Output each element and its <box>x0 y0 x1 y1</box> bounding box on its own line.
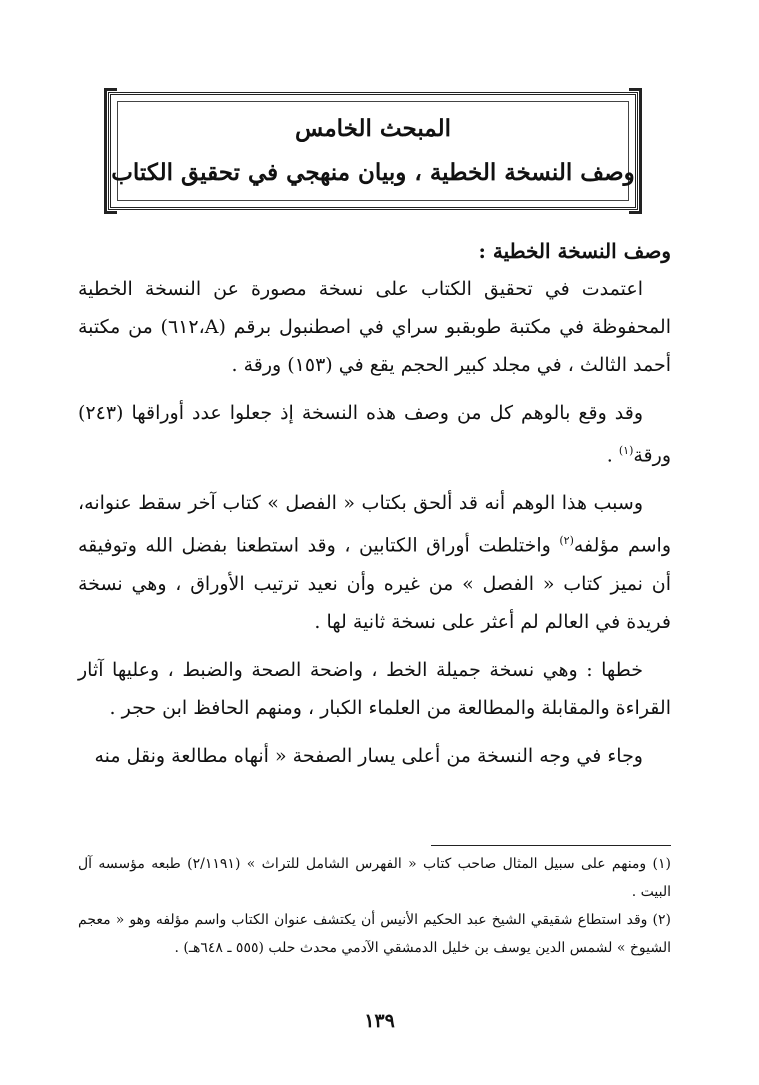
paragraph-5: وجاء في وجه النسخة من أعلى يسار الصفحة « أنهاه مطالعة ونقل منه <box>94 744 643 767</box>
page-number: ١٣٩ <box>364 1010 395 1032</box>
paragraph-2-end: . <box>606 444 619 467</box>
footnotes <box>78 850 671 962</box>
main-text <box>78 232 671 775</box>
paragraph-2-text: وقد وقع بالوهم كل من وصف هذه النسخة إذ جعلوا عدد أوراقها (٢٤٣) ورقة <box>78 402 671 467</box>
footnote-marker-1: (١) <box>618 444 634 457</box>
chapter-title: المبحث الخامس <box>295 115 451 142</box>
section-heading: وصف النسخة الخطية : <box>478 239 671 263</box>
paragraph-1: اعتمدت في تحقيق الكتاب على نسخة مصورة عن النسخة الخطية المحفوظة في مكتبة طوبقبو سراي في اصطنبول برقم (A،٦١٢) من مكتبة أحمد الثالث ، في مجلد كبير الحجم يقع في (١٥٣) ورقة . <box>78 278 671 376</box>
footnote-separator <box>431 845 671 846</box>
paragraph-2 <box>78 394 671 474</box>
footnote-1: (١) ومنهم على سبيل المثال صاحب كتاب « الفهرس الشامل للتراث » (٢/١١٩١) طبعه مؤسسه آل البيت . <box>78 856 671 900</box>
paragraph-3-rest: واختلطت أوراق الكتابين ، وقد استطعنا بفضل الله وتوفيقه أن نميز كتاب « الفصل » من غيره وأن نعيد ترتيب الأوراق ، وهي نسخة فريدة في العالم لم أعثر على نسخة ثانية لها . <box>78 534 671 633</box>
paragraph-3 <box>78 484 671 640</box>
chapter-subtitle: وصف النسخة الخطية ، وبيان منهجي في تحقيق الكتاب <box>111 159 635 186</box>
paragraph-3-text: وسبب هذا الوهم أنه قد ألحق بكتاب « الفصل » كتاب آخر سقط عنوانه، واسم مؤلفه <box>78 492 672 557</box>
paragraph-4: خطها : وهي نسخة جميلة الخط ، واضحة الصحة والضبط ، وعليها آثار القراءة والمقابلة والمطالعة من العلماء الكبار ، ومنهم الحافظ ابن حجر . <box>78 658 671 719</box>
footnote-2: (٢) وقد استطاع شقيقي الشيخ عبد الحكيم الأنيس أن يكتشف عنوان الكتاب واسم مؤلفه وهو « معجم الشيوخ » لشمس الدين يوسف بن خليل الدمشقي الآدمي محدث حلب (٥٥٥ ـ ٦٤٨هـ) . <box>78 912 671 956</box>
footnote-marker-2: (٢) <box>559 534 574 548</box>
chapter-title-box <box>108 92 638 210</box>
